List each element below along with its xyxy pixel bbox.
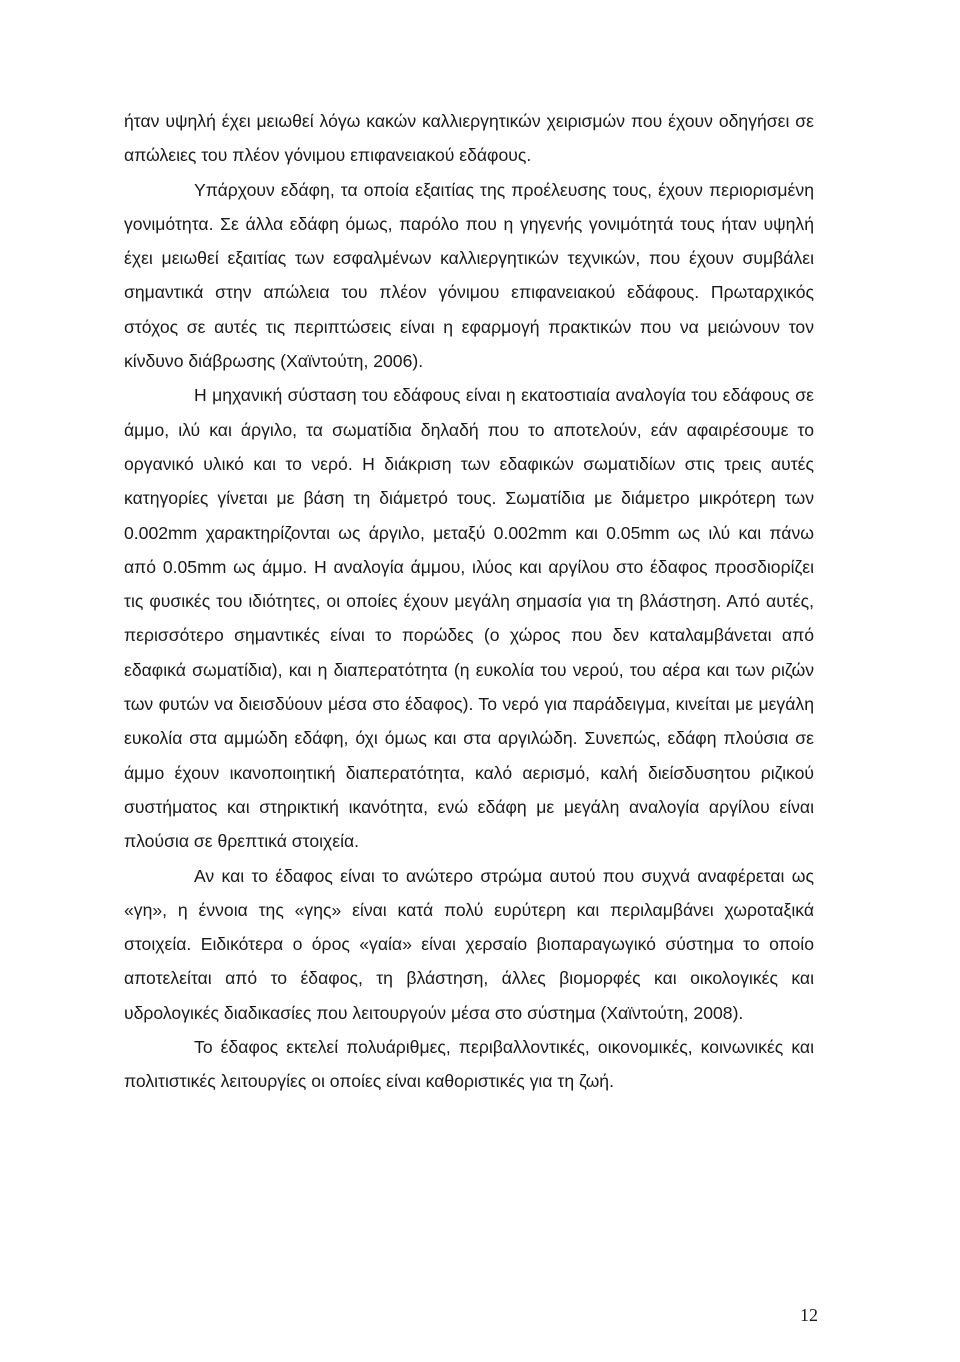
paragraph-soil-fertility: Υπάρχουν εδάφη, τα οποία εξαιτίας της προέλευσης τους, έχουν περιορισμένη γονιμότητα. Σε άλλα εδάφη όμως, παρόλο που η γηγενής γονιμότητά τους ήταν υψηλή έχει μειωθεί εξαιτίας των εσφαλμένων καλλιεργητικών τεχνικών, που έχουν συμβάλει σημαντικά στην απώλεια του πλέον γόνιμου επιφανειακού εδάφους. Πρωταρχικός στόχος σε αυτές τις περιπτώσεις είναι η εφαρμογή πρακτικών που να μειώνουν τον κίνδυνο διάβρωσης (Χαϊντούτη, 2006).: [124, 179, 814, 372]
document-body: [124, 104, 814, 1099]
paragraph-continuation: ήταν υψηλή έχει μειωθεί λόγω κακών καλλιεργητικών χειρισμών που έχουν οδηγήσει σε απώλειες του πλέον γόνιμου επιφανειακού εδάφους.: [124, 111, 814, 166]
paragraph-soil-functions: Το έδαφος εκτελεί πολυάριθμες, περιβαλλοντικές, οικονομικές, κοινωνικές και πολιτιστικές λειτουργίες οι οποίες είναι καθοριστικές για τη ζωή.: [124, 1037, 814, 1092]
paragraph-soil-texture: Η μηχανική σύσταση του εδάφους είναι η εκατοστιαία αναλογία του εδάφους σε άμμο, ιλύ και άργιλο, τα σωματίδια δηλαδή που το αποτελούν, εάν αφαιρέσουμε το οργανικό υλικό και το νερό. Η διάκριση των εδαφικών σωματιδίων στις τρεις αυτές κατηγορίες γίνεται με βάση τη διάμετρό τους. Σωματίδια με διάμετρο μικρότερη των 0.002mm χαρακτηρίζονται ως άργιλο, μεταξύ 0.002mm και 0.05mm ως ιλύ και πάνω από 0.05mm ως άμμο. Η αναλογία άμμου, ιλύος και αργίλου στο έδαφος προσδιορίζει τις φυσικές του ιδιότητες, οι οποίες έχουν μεγάλη σημασία για τη βλάστηση. Από αυτές, περισσότερο σημαντικές είναι το πορώδες (ο χώρος που δεν καταλαμβάνεται από εδαφικά σωματίδια), και η διαπερατότητα (η ευκολία του νερού, του αέρα και των ριζών των φυτών να διεισδύουν μέσα στο έδαφος). Το νερό για παράδειγμα, κινείται με μεγάλη ευκολία στα αμμώδη εδάφη, όχι όμως και στα αργιλώδη. Συνεπώς, εδάφη πλούσια σε άμμο έχουν ικανοποιητική διαπερατότητα, καλό αερισμό, καλή διείσδυσητου ριζικού συστήματος και στηρικτική ικανότητα, ενώ εδάφη με μεγάλη αναλογία αργίλου είναι πλούσια σε θρεπτικά στοιχεία.: [124, 385, 814, 852]
paragraph-land-concept: Αν και το έδαφος είναι το ανώτερο στρώμα αυτού που συχνά αναφέρεται ως «γη», η έννοια της «γης» είναι κατά πολύ ευρύτερη και περιλαμβάνει χωροταξικά στοιχεία. Ειδικότερα ο όρος «γαία» είναι χερσαίο βιοπαραγωγικό σύστημα το οποίο αποτελείται από το έδαφος, τη βλάστηση, άλλες βιομορφές και οικολογικές και υδρολογικές διαδικασίες που λειτουργούν μέσα στο σύστημα (Χαϊντούτη, 2008).: [124, 865, 814, 1023]
page-number: 12: [800, 1305, 818, 1325]
